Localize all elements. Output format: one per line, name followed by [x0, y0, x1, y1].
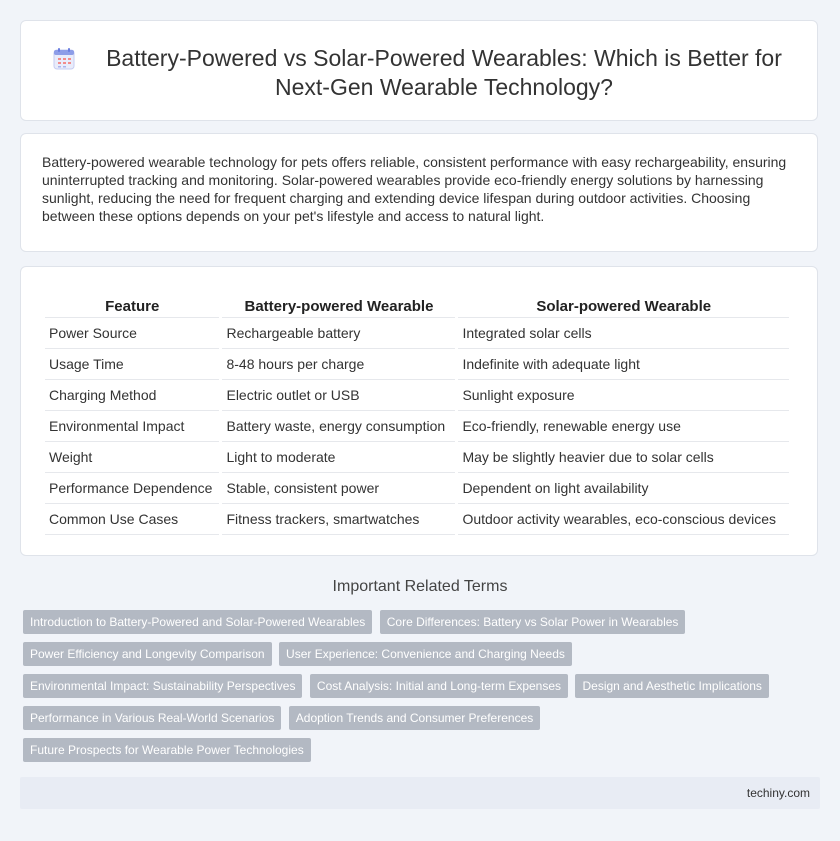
related-terms-heading: Important Related Terms [332, 578, 508, 595]
related-term-tag[interactable]: Power Efficiency and Longevity Comparison [23, 642, 272, 666]
footer-site-link[interactable]: techiny.com [746, 786, 810, 800]
header-solar: Solar-powered Wearable [458, 295, 789, 318]
table-header-row [45, 295, 789, 318]
footer [20, 777, 820, 809]
table-row [45, 411, 789, 442]
related-term-tag[interactable]: Cost Analysis: Initial and Long-term Expenses [310, 674, 568, 698]
row-solar: Outdoor activity wearables, eco-conscious devices [458, 504, 789, 535]
table-row [45, 442, 789, 473]
row-solar: Dependent on light availability [458, 473, 789, 504]
table-row [45, 473, 789, 504]
title-card [20, 20, 818, 121]
header-feature: Feature [45, 295, 219, 318]
related-term-tag[interactable]: Introduction to Battery-Powered and Solar-Powered Wearables [23, 610, 372, 634]
row-feature: Power Source [45, 318, 219, 349]
related-term-tag[interactable]: Core Differences: Battery vs Solar Power in Wearables [380, 610, 686, 634]
related-term-tag[interactable]: Adoption Trends and Consumer Preferences [289, 706, 540, 730]
row-battery: Fitness trackers, smartwatches [222, 504, 455, 535]
related-term-tag[interactable]: Future Prospects for Wearable Power Technologies [23, 738, 311, 762]
row-feature: Common Use Cases [45, 504, 219, 535]
row-solar: Eco-friendly, renewable energy use [458, 411, 789, 442]
related-term-tag[interactable]: Performance in Various Real-World Scenarios [23, 706, 281, 730]
row-feature: Performance Dependence [45, 473, 219, 504]
page-title: Battery-Powered vs Solar-Powered Wearables: Which is Better for Next-Gen Wearable Technology? [106, 45, 782, 100]
row-battery: Light to moderate [222, 442, 455, 473]
row-feature: Environmental Impact [45, 411, 219, 442]
row-feature: Usage Time [45, 349, 219, 380]
row-battery: Battery waste, energy consumption [222, 411, 455, 442]
row-battery: 8-48 hours per charge [222, 349, 455, 380]
table-row [45, 318, 789, 349]
intro-card [20, 133, 818, 252]
row-solar: May be slightly heavier due to solar cells [458, 442, 789, 473]
row-feature: Charging Method [45, 380, 219, 411]
row-battery: Electric outlet or USB [222, 380, 455, 411]
calendar-icon [52, 47, 76, 71]
related-term-tag[interactable]: Design and Aesthetic Implications [575, 674, 768, 698]
row-solar: Indefinite with adequate light [458, 349, 789, 380]
header-battery: Battery-powered Wearable [222, 295, 455, 318]
table-row [45, 349, 789, 380]
intro-paragraph: Battery-powered wearable technology for pets offers reliable, consistent performance with easy rechargeability, ensuring uninterrupted tracking and monitoring. Solar-powered wearables provide eco-friendly energy solutions by harnessing sunlight, reducing the need for frequent charging and extending device lifespan during outdoor activities. Choosing between these options depends on your pet's lifestyle and access to natural light. [42, 154, 787, 224]
table-row [45, 380, 789, 411]
row-feature: Weight [45, 442, 219, 473]
row-battery: Stable, consistent power [222, 473, 455, 504]
row-battery: Rechargeable battery [222, 318, 455, 349]
related-term-tag[interactable]: Environmental Impact: Sustainability Perspectives [23, 674, 302, 698]
table-row [45, 504, 789, 535]
row-solar: Integrated solar cells [458, 318, 789, 349]
comparison-table [42, 295, 792, 535]
related-terms-list [23, 610, 813, 770]
related-term-tag[interactable]: User Experience: Convenience and Charging Needs [279, 642, 572, 666]
comparison-card [20, 266, 818, 556]
row-solar: Sunlight exposure [458, 380, 789, 411]
